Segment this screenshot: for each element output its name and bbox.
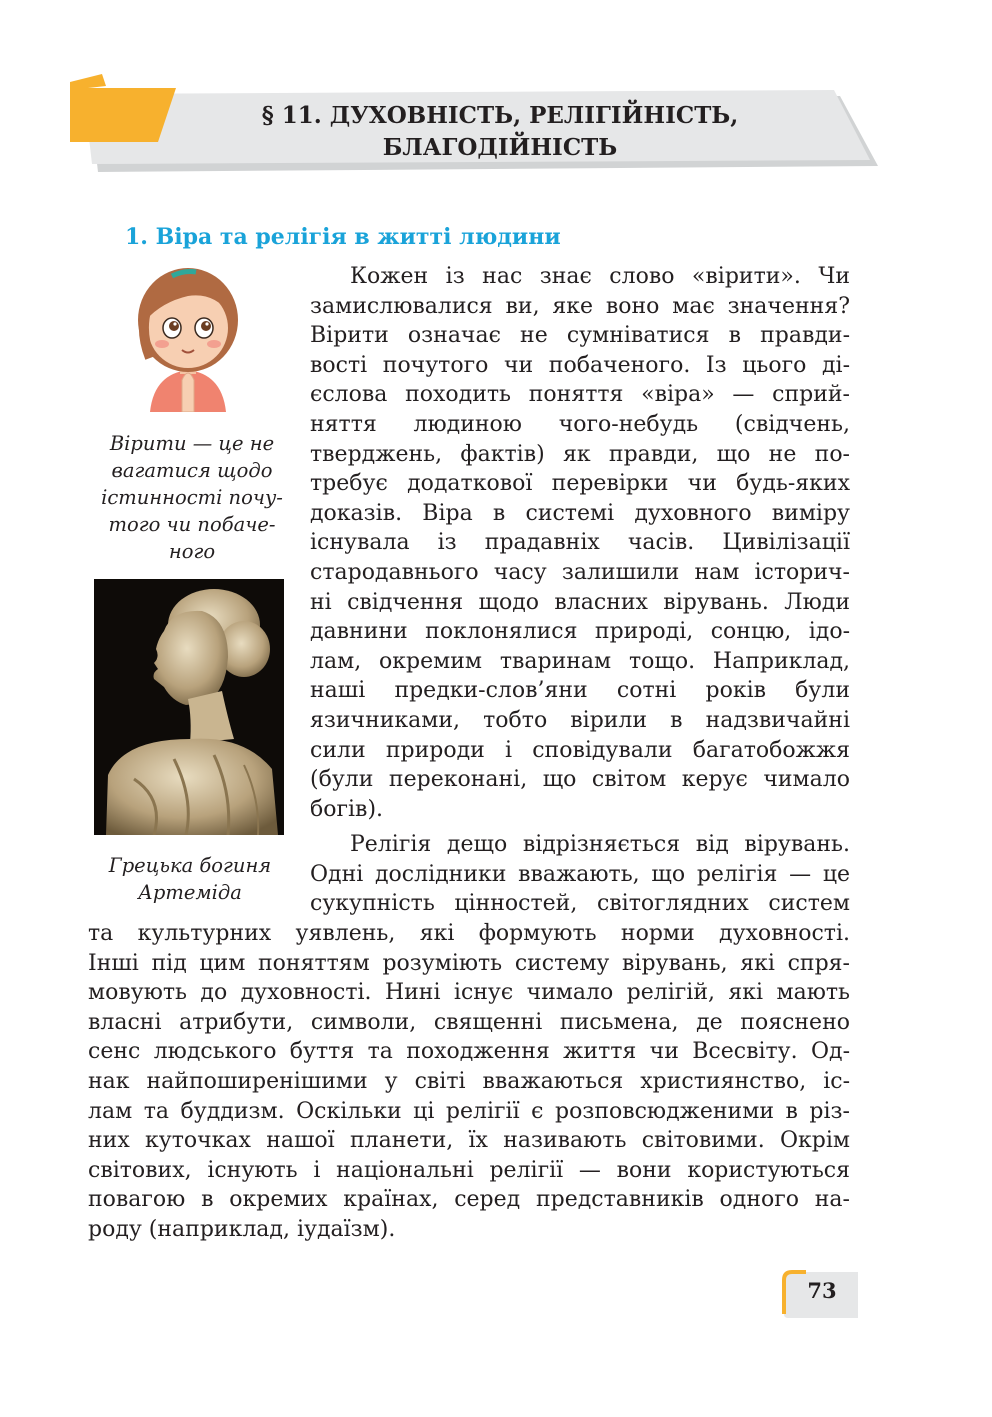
text-line: єслова походить поняття «віра» — сприй- — [310, 382, 850, 408]
girl-praying-icon — [132, 262, 244, 416]
text-line: Вірити означає не сумніватися в правди- — [310, 323, 850, 349]
text-line: доказів. Віра в системі духовного виміру — [310, 500, 850, 526]
text-line: сенс людського буття та походження життя чи Всесвіту. Од- — [88, 1039, 850, 1065]
text-line: світових, існують і національні релігії — вони користуються — [88, 1157, 850, 1183]
text-line: давнини поклонялися природі, сонцю, ідо- — [310, 619, 850, 645]
text-line: вості почутого чи побаченого. Із цього ді- — [310, 352, 850, 378]
text-line: Інші під цим поняттям розуміють систему вірувань, які спря- — [88, 950, 850, 976]
definition-caption — [86, 430, 298, 565]
text-line: лам та буддизм. Оскільки ці релігії є розповсюдженими в різ- — [88, 1098, 850, 1124]
page-number: 73 — [807, 1278, 837, 1303]
text-line: наші предки-слов’яни сотні років були — [310, 678, 850, 704]
text-line: та культурних уявлень, які формують норми духовності. — [88, 921, 850, 946]
text-line: нак найпоширенішими у світі вважаються християнство, іс- — [88, 1068, 850, 1094]
text-line: Релігія дещо відрізняється від вірувань. — [350, 832, 850, 857]
artemis-bust-image — [94, 579, 284, 839]
caption-line: Артеміда — [138, 881, 242, 904]
text-line: власні атрибути, символи, священні письмена, де пояснено — [88, 1009, 850, 1035]
artemis-caption — [90, 852, 290, 906]
text-line: Одні дослідники вважають, що релігія — це — [310, 861, 850, 887]
text-line: роду (наприклад, іудаїзм). — [88, 1216, 396, 1242]
text-line: богів). — [310, 796, 384, 822]
paragraph-religion-start — [310, 830, 850, 919]
text-line: сили природи і сповідували багатобожжя — [310, 737, 850, 763]
text-line: ні свідчення щодо власних вірувань. Люди — [310, 589, 850, 615]
text-line: (були переконані, що світом керує чимало — [310, 767, 850, 793]
text-line: язичниками, тобто вірили в надзвичайні — [310, 707, 850, 733]
text-line: Кожен із нас знає слово «вірити». Чи — [350, 264, 850, 289]
caption-line: Вірити — це не — [109, 432, 275, 455]
text-line: повагою в окремих країнах, серед представників одного на- — [88, 1187, 850, 1213]
text-line: замислювалися ви, яке воно має значення? — [310, 293, 850, 319]
text-line: них куточках нашої планети, їх називають світовими. Окрім — [88, 1128, 850, 1154]
caption-line: ного — [168, 540, 216, 563]
text-line: тверджень, фактів) як правди, що не по- — [310, 441, 850, 467]
chapter-title-line2: БЛАГОДІЙНІСТЬ — [382, 134, 618, 161]
caption-line: вагатися щодо — [111, 459, 273, 482]
caption-line: того чи побаче- — [108, 513, 276, 536]
text-line: няття людиною чого-небудь (свідчень, — [310, 411, 850, 437]
text-line: сукупність цінностей, світоглядних систем — [310, 891, 850, 917]
paragraph-religion-continued — [88, 919, 850, 1245]
text-line: мовують до духовності. Нині існує чимало релігій, які мають — [88, 980, 850, 1006]
chapter-header — [70, 74, 880, 184]
text-line: існувала із прадавніх часів. Цивілізації — [310, 530, 850, 556]
section-heading: 1. Віра та релігія в житті людини — [125, 224, 561, 250]
text-line: лам, окремим тваринам тощо. Наприклад, — [310, 648, 850, 674]
paragraph-faith — [310, 262, 850, 824]
chapter-title — [220, 100, 780, 164]
text-line: стародавнього часу залишили нам історич- — [310, 559, 850, 585]
text-line: требує додаткової перевірки чи будь-яких — [310, 471, 850, 497]
caption-line: Грецька богиня — [108, 854, 272, 877]
chapter-title-line1: § 11. ДУХОВНІСТЬ, РЕЛІГІЙНІСТЬ, — [261, 102, 739, 129]
caption-line: істинності почу- — [101, 486, 283, 509]
